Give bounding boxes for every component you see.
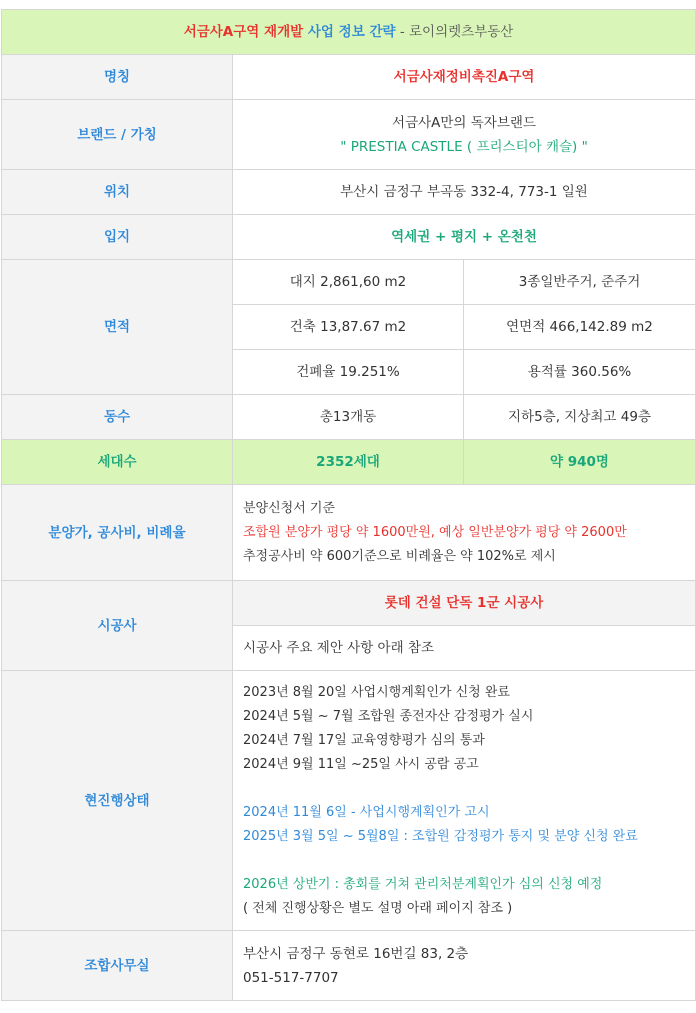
brand-line-2: " PRESTIA CASTLE ( 프리스티아 캐슬) " [340, 138, 588, 155]
buildings-floors: 지하5층, 지상최고 49층 [464, 395, 696, 440]
area-building: 건축 13,87.67 m2 [233, 305, 464, 350]
title-source: - 로이의렛츠부동산 [395, 24, 514, 40]
households-people: 약 940명 [464, 440, 696, 485]
value-location: 부산시 금정구 부곡동 332-4, 773-1 일원 [233, 170, 696, 215]
status-note: ( 전체 진행상황은 별도 설명 아래 페이지 참조 ) [243, 900, 513, 916]
label-name: 명칭 [2, 55, 233, 100]
value-name: 서금사재정비촉진A구역 [233, 55, 696, 100]
label-households: 세대수 [2, 440, 233, 485]
status-spacer [243, 777, 685, 801]
label-contractor: 시공사 [2, 581, 233, 671]
price-line-1: 분양신청서 기준 [243, 500, 336, 516]
row-name [2, 55, 696, 100]
header-row [2, 10, 696, 55]
row-households [2, 440, 696, 485]
status-spacer [243, 849, 685, 873]
value-site: 역세권 + 평지 + 온천천 [233, 215, 696, 260]
status-line: 2023년 8월 20일 사업시행계획인가 신청 완료 [243, 684, 510, 700]
row-site [2, 215, 696, 260]
row-area-1 [2, 260, 696, 305]
status-line: 2024년 9월 11일 ~25일 사시 공람 공고 [243, 756, 479, 772]
status-line: 2024년 5월 ~ 7월 조합원 종전자산 감정평가 실시 [243, 708, 534, 724]
label-location: 위치 [2, 170, 233, 215]
status-line-green: 2026년 상반기 : 총회를 거쳐 관리처분계획인가 심의 신청 예정 [243, 876, 603, 892]
label-area: 면적 [2, 260, 233, 395]
label-buildings: 동수 [2, 395, 233, 440]
area-coverage-ratio: 건폐율 19.251% [233, 350, 464, 395]
value-brand [233, 100, 696, 170]
contractor-note: 시공사 주요 제안 사항 아래 참조 [233, 626, 696, 671]
area-floor-ratio: 용적률 360.56% [464, 350, 696, 395]
status-line-blue: 2024년 11월 6일 - 사업시행계획인가 고시 [243, 804, 490, 820]
price-line-3: 추정공사비 약 600기준으로 비례율은 약 102%로 제시 [243, 548, 556, 564]
price-line-2: 조합원 분양가 평당 약 1600만원, 예상 일반분양가 평당 약 2600만 [243, 524, 627, 540]
row-location [2, 170, 696, 215]
row-price [2, 485, 696, 581]
area-zoning: 3종일반주거, 준주거 [464, 260, 696, 305]
value-status [233, 671, 696, 931]
label-site: 입지 [2, 215, 233, 260]
title-red: 서금사A구역 재개발 [183, 24, 304, 40]
row-buildings [2, 395, 696, 440]
row-brand [2, 100, 696, 170]
area-land: 대지 2,861,60 m2 [233, 260, 464, 305]
brand-line-1: 서금사A만의 독자브랜드 [392, 114, 536, 131]
label-price: 분양가, 공사비, 비례율 [2, 485, 233, 581]
status-line-blue: 2025년 3월 5일 ~ 5월8일 : 조합원 감정평가 통지 및 분양 신청 완료 [243, 828, 638, 844]
value-office [233, 931, 696, 1001]
project-info-table [1, 9, 696, 1001]
area-total-floor: 연면적 466,142.89 m2 [464, 305, 696, 350]
households-count: 2352세대 [233, 440, 464, 485]
label-brand: 브랜드 / 가칭 [2, 100, 233, 170]
row-office [2, 931, 696, 1001]
label-office: 조합사무실 [2, 931, 233, 1001]
label-status: 현진행상태 [2, 671, 233, 931]
value-price [233, 485, 696, 581]
table-title [2, 10, 696, 55]
office-phone: 051-517-7707 [243, 969, 339, 986]
row-contractor-1 [2, 581, 696, 626]
row-status [2, 671, 696, 931]
office-address: 부산시 금정구 동현로 16번길 83, 2층 [243, 945, 469, 962]
contractor-main: 롯데 건설 단독 1군 시공사 [233, 581, 696, 626]
title-blue: 사업 정보 간략 [307, 24, 396, 40]
status-line: 2024년 7월 17일 교육영향평가 심의 통과 [243, 732, 485, 748]
buildings-count: 총13개동 [233, 395, 464, 440]
